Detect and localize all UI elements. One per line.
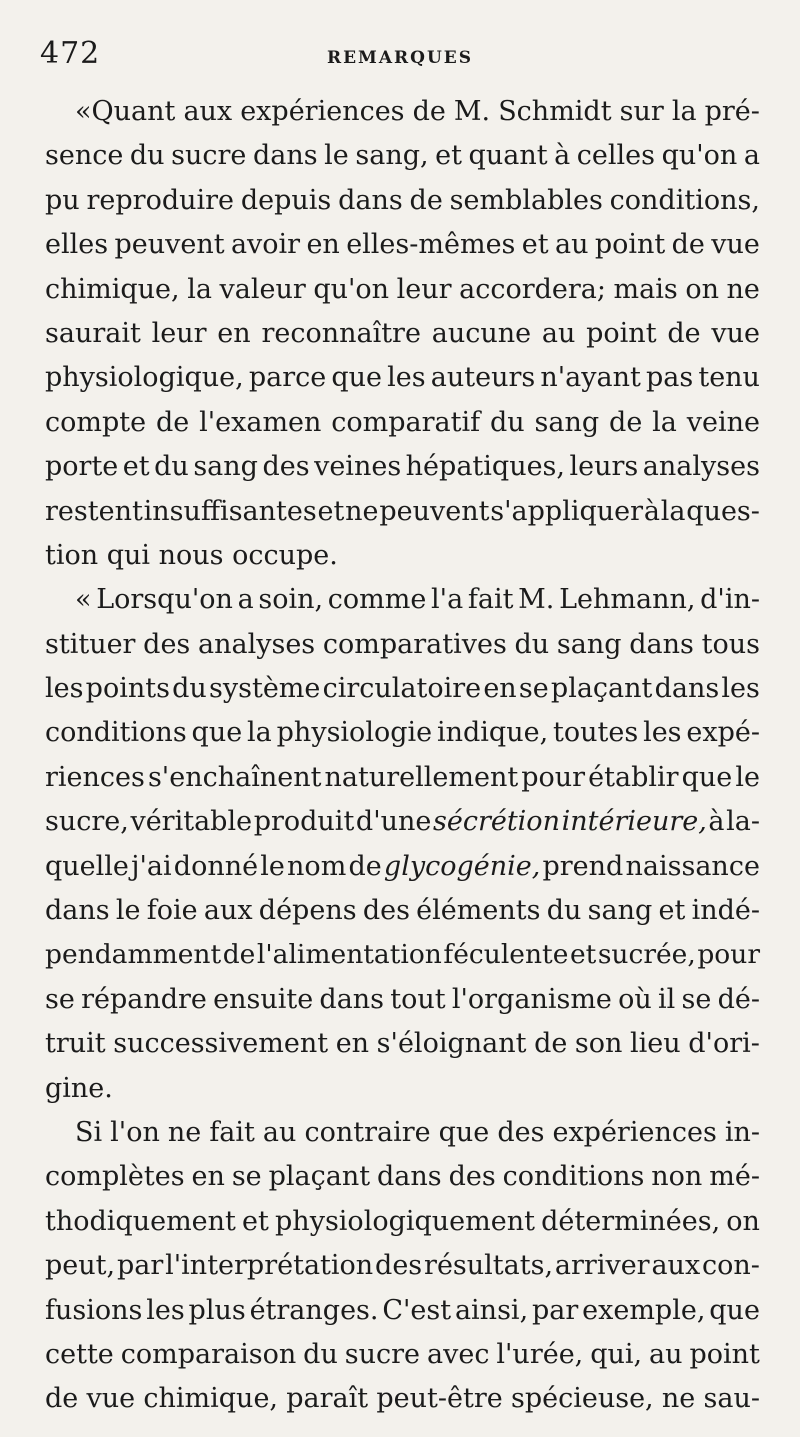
word: analyses — [642, 451, 760, 483]
word: on — [685, 273, 719, 305]
word: le — [735, 761, 760, 793]
word: se — [681, 983, 712, 1015]
word: sucrée, — [597, 939, 696, 971]
italic-word: sécrétion — [432, 806, 560, 838]
text-line — [45, 578, 760, 622]
text-line — [45, 933, 760, 977]
word: ne — [661, 1383, 696, 1415]
word: se — [231, 1161, 262, 1193]
word: parce — [248, 362, 327, 394]
word: de — [671, 229, 705, 261]
word: leur — [151, 317, 207, 349]
word: thodiquement — [45, 1205, 236, 1237]
word: dans — [629, 628, 694, 660]
text-line — [45, 1111, 760, 1155]
word: de — [412, 96, 446, 127]
word: s'éloignant — [376, 1028, 527, 1060]
word: Schmidt — [498, 96, 612, 127]
word: spécieuse, — [510, 1383, 654, 1415]
word: du — [154, 451, 189, 483]
text-line — [45, 490, 760, 534]
word: des — [262, 451, 310, 483]
word: l'organisme — [451, 983, 612, 1015]
word: la — [660, 495, 686, 527]
word: sucre — [171, 140, 247, 172]
word: répandre — [81, 983, 207, 1015]
word: vue — [711, 229, 760, 261]
word: de — [45, 1383, 79, 1415]
word: circulatoire — [322, 673, 482, 705]
text-line — [45, 1200, 760, 1244]
word: pendamment — [45, 939, 222, 971]
word: d'une — [355, 806, 432, 838]
word: et — [242, 1205, 269, 1237]
word: dans — [252, 140, 318, 172]
word: que — [331, 362, 383, 394]
word: a — [743, 140, 760, 172]
text-line — [45, 1289, 760, 1333]
word: avoir — [230, 229, 301, 261]
text-line — [45, 978, 760, 1022]
word: véritable — [130, 806, 253, 838]
word: celles — [576, 140, 656, 172]
word: sur — [619, 96, 664, 127]
word: la — [247, 717, 272, 749]
word: dans — [338, 184, 403, 216]
word: du — [514, 628, 550, 660]
word: que — [709, 1294, 760, 1326]
word: M. — [453, 96, 491, 127]
word: éléments — [416, 895, 541, 927]
word: que — [438, 1116, 490, 1148]
text-line — [45, 1333, 760, 1377]
word: ne — [167, 1116, 202, 1148]
word: successivement — [113, 1028, 329, 1060]
word: M. — [518, 584, 555, 616]
word: comparatives — [322, 628, 507, 660]
word: comme — [327, 584, 427, 616]
word: saurait — [45, 317, 141, 349]
text-line — [45, 223, 760, 267]
text-line — [45, 134, 760, 178]
word: peuvent — [114, 229, 225, 261]
word: veines — [314, 451, 402, 483]
word: des — [375, 1250, 423, 1282]
word: expé- — [686, 717, 760, 749]
word: hépatiques, — [405, 451, 565, 483]
word: sucre — [344, 1338, 421, 1370]
word: stituer — [45, 628, 136, 660]
word: restent — [45, 495, 143, 527]
word: accordera; — [459, 273, 606, 305]
text-line-last: tion qui nous occupe. — [45, 539, 338, 571]
word: en — [217, 317, 251, 349]
word: aux — [203, 895, 253, 927]
text-line — [45, 268, 760, 312]
word: et — [317, 495, 345, 527]
word: veine — [686, 406, 760, 438]
text-line — [45, 445, 760, 489]
word: Lorsqu'on — [96, 584, 233, 616]
text-line — [45, 312, 760, 356]
word: ques- — [686, 495, 760, 527]
word: lieu — [630, 1028, 681, 1060]
text-line — [45, 1377, 760, 1421]
word: de — [609, 406, 643, 438]
word: dans — [319, 983, 385, 1015]
word: s'enchaînent — [147, 761, 322, 793]
text-line — [45, 667, 760, 711]
word: établir — [588, 761, 679, 793]
word: les — [146, 1294, 185, 1326]
text-line — [45, 401, 760, 445]
word: prend — [542, 850, 624, 882]
word: l'urée, — [496, 1338, 584, 1370]
word: et — [521, 229, 549, 261]
word: quelle — [45, 850, 129, 882]
word: en — [191, 1161, 225, 1193]
word: plus — [188, 1294, 246, 1326]
word: de — [534, 1028, 568, 1060]
word: la — [652, 406, 677, 438]
word: du — [172, 673, 207, 705]
word: plaçant — [550, 673, 653, 705]
word: elles — [45, 229, 109, 261]
word: indique, — [436, 717, 549, 749]
word: à — [643, 495, 660, 527]
word: on — [726, 1205, 760, 1237]
word: sence — [45, 140, 124, 172]
word: l'a — [431, 584, 464, 616]
word: pré- — [704, 96, 760, 127]
word: cette — [45, 1338, 114, 1370]
word: peut-être — [376, 1383, 503, 1415]
word: expériences — [552, 1116, 717, 1148]
word: avec — [426, 1338, 490, 1370]
word: se — [518, 673, 549, 705]
word: de — [222, 939, 256, 971]
word: indé- — [691, 895, 760, 927]
word: pour — [697, 939, 760, 971]
word: les — [643, 717, 682, 749]
word: d'ori- — [688, 1028, 760, 1060]
body-text — [45, 90, 760, 1422]
word: «Quant — [75, 96, 176, 127]
word: comparaison — [120, 1338, 297, 1370]
word: ne — [345, 495, 379, 527]
word: conditions, — [609, 184, 760, 216]
text-line — [45, 90, 760, 134]
word: analyses — [198, 628, 316, 660]
word: pour — [521, 761, 586, 793]
word: leur — [396, 273, 452, 305]
word: des — [362, 895, 410, 927]
word: qu'on — [661, 140, 738, 172]
word: au — [262, 1116, 297, 1148]
word: à — [708, 806, 725, 838]
word: physiologique, — [45, 362, 244, 394]
word: de — [667, 317, 701, 349]
word: tous — [701, 628, 760, 660]
word: plaçant — [268, 1161, 371, 1193]
word: con- — [702, 1250, 760, 1282]
word: le — [324, 140, 349, 172]
word: des — [497, 1116, 545, 1148]
word: dans — [654, 673, 720, 705]
text-line — [45, 889, 760, 933]
word: sang — [193, 451, 258, 483]
word: que — [681, 761, 733, 793]
word: truit — [45, 1028, 106, 1060]
word: fait — [209, 1116, 255, 1148]
word: au — [541, 317, 576, 349]
word: naissance — [625, 850, 760, 882]
word: complètes — [45, 1161, 185, 1193]
word: des — [143, 628, 191, 660]
word: sang — [556, 628, 622, 660]
word: auteurs — [430, 362, 536, 394]
word: par — [116, 1250, 164, 1282]
text-line — [45, 756, 760, 800]
word: toutes — [553, 717, 639, 749]
word: contraire — [304, 1116, 431, 1148]
text-line-last: gine. — [45, 1072, 113, 1104]
word: les — [387, 362, 426, 394]
page-number: 472 — [40, 36, 101, 71]
word: s'appliquer — [490, 495, 644, 527]
word: reconnaître — [261, 317, 421, 349]
word: nom — [287, 850, 347, 882]
word: du — [129, 140, 165, 172]
word: valeur — [219, 273, 306, 305]
word: que — [191, 717, 243, 749]
word: « — [75, 584, 92, 616]
word: elles-mêmes — [346, 229, 516, 261]
word: aux — [183, 96, 233, 127]
word: quant — [468, 140, 548, 172]
word: le — [115, 895, 141, 927]
word: in- — [724, 1116, 760, 1148]
word: point — [586, 317, 657, 349]
word: sang — [534, 406, 600, 438]
text-line — [45, 179, 760, 223]
word: exemple, — [582, 1294, 706, 1326]
text-line — [45, 623, 760, 667]
word: du — [546, 895, 582, 927]
word: points — [85, 673, 170, 705]
word: aux — [651, 1250, 701, 1282]
word: du — [489, 406, 525, 438]
word: Si — [75, 1116, 103, 1148]
word: l'interprétation — [165, 1250, 374, 1282]
text-line — [45, 711, 760, 755]
word: produit — [253, 806, 355, 838]
word: insuffisantes — [143, 495, 317, 527]
word: la- — [726, 806, 760, 838]
word: sucre, — [45, 806, 129, 838]
word: donné — [173, 850, 259, 882]
word: dans — [45, 895, 110, 927]
word: où — [618, 983, 652, 1015]
word: de — [348, 850, 382, 882]
word: chimique, — [45, 273, 180, 305]
word: et — [122, 451, 150, 483]
word: mé- — [709, 1161, 760, 1193]
word: porte — [45, 451, 119, 483]
word: sang, — [355, 140, 429, 172]
word: arriver — [554, 1250, 650, 1282]
word: chimique, — [143, 1383, 279, 1415]
word: soin, — [258, 584, 324, 616]
word: la — [671, 96, 697, 127]
word: qui, — [590, 1338, 643, 1370]
word: ne — [726, 273, 760, 305]
word: semblables — [449, 184, 603, 216]
word: et — [658, 895, 686, 927]
word: depuis — [240, 184, 332, 216]
word: de — [155, 406, 190, 438]
word: l'alimentation — [256, 939, 442, 971]
word: naturellement — [324, 761, 519, 793]
word: dé- — [717, 983, 760, 1015]
text-line — [45, 356, 760, 400]
word: vue — [711, 317, 760, 349]
word: conditions — [45, 717, 187, 749]
word: au — [649, 1338, 683, 1370]
word: expériences — [240, 96, 405, 127]
word: comparatif — [331, 406, 481, 438]
text-line — [45, 1155, 760, 1199]
word: l'examen — [199, 406, 322, 438]
text-line — [45, 845, 760, 889]
word: son — [574, 1028, 623, 1060]
word: d'in- — [700, 584, 760, 616]
word: peuvent — [379, 495, 490, 527]
word: dépens — [258, 895, 357, 927]
word: compte — [45, 406, 147, 438]
word: les — [721, 673, 760, 705]
text-line — [45, 1244, 760, 1288]
italic-word: glycogénie, — [383, 850, 541, 882]
running-head: REMARQUES — [326, 48, 474, 68]
word: de — [409, 184, 443, 216]
word: ainsi, — [454, 1294, 529, 1326]
word: fusions — [45, 1294, 143, 1326]
word: en — [335, 1028, 370, 1060]
word: des — [448, 1161, 496, 1193]
word: point — [594, 229, 666, 261]
word: fait — [467, 584, 514, 616]
word: C'est — [382, 1294, 452, 1326]
word: tenu — [698, 362, 760, 394]
word: pu — [45, 184, 80, 216]
word: mais — [613, 273, 678, 305]
word: le — [260, 850, 285, 882]
word: paraît — [286, 1383, 369, 1415]
word: résultats, — [424, 1250, 554, 1282]
word: au — [554, 229, 589, 261]
word: sau- — [703, 1383, 760, 1415]
word: sang — [587, 895, 653, 927]
word: féculente — [443, 939, 569, 971]
word: en — [483, 673, 517, 705]
text-line — [45, 1022, 760, 1066]
word: se — [45, 983, 75, 1015]
word: ensuite — [213, 983, 314, 1015]
word: à — [554, 140, 571, 172]
word: tout — [390, 983, 446, 1015]
word: étranges. — [249, 1294, 379, 1326]
page-header — [40, 36, 760, 76]
word: conditions — [502, 1161, 645, 1193]
word: j'ai — [131, 850, 172, 882]
word: en — [306, 229, 340, 261]
word: foie — [146, 895, 198, 927]
word: reproduire — [86, 184, 235, 216]
word: et — [569, 939, 597, 971]
word: qu'on — [313, 273, 390, 305]
italic-word: intérieure, — [561, 806, 707, 838]
word: Lehmann, — [559, 584, 696, 616]
word: aucune — [431, 317, 532, 349]
word: par — [532, 1294, 579, 1326]
word: non — [651, 1161, 703, 1193]
word: peut, — [45, 1250, 116, 1282]
word: dans — [377, 1161, 442, 1193]
word: système — [209, 673, 321, 705]
word: vue — [86, 1383, 136, 1415]
word: pas — [645, 362, 694, 394]
word: point — [689, 1338, 760, 1370]
text-line — [45, 800, 760, 844]
word: riences — [45, 761, 145, 793]
word: a — [237, 584, 254, 616]
word: n'ayant — [540, 362, 641, 394]
word: il — [658, 983, 676, 1015]
word: du — [303, 1338, 338, 1370]
word: les — [45, 673, 84, 705]
word: et — [435, 140, 462, 172]
word: physiologiquement — [275, 1205, 535, 1237]
word: la — [187, 273, 212, 305]
word: leurs — [569, 451, 639, 483]
word: l'on — [110, 1116, 160, 1148]
word: physiologie — [276, 717, 433, 749]
word: déterminées, — [541, 1205, 721, 1237]
